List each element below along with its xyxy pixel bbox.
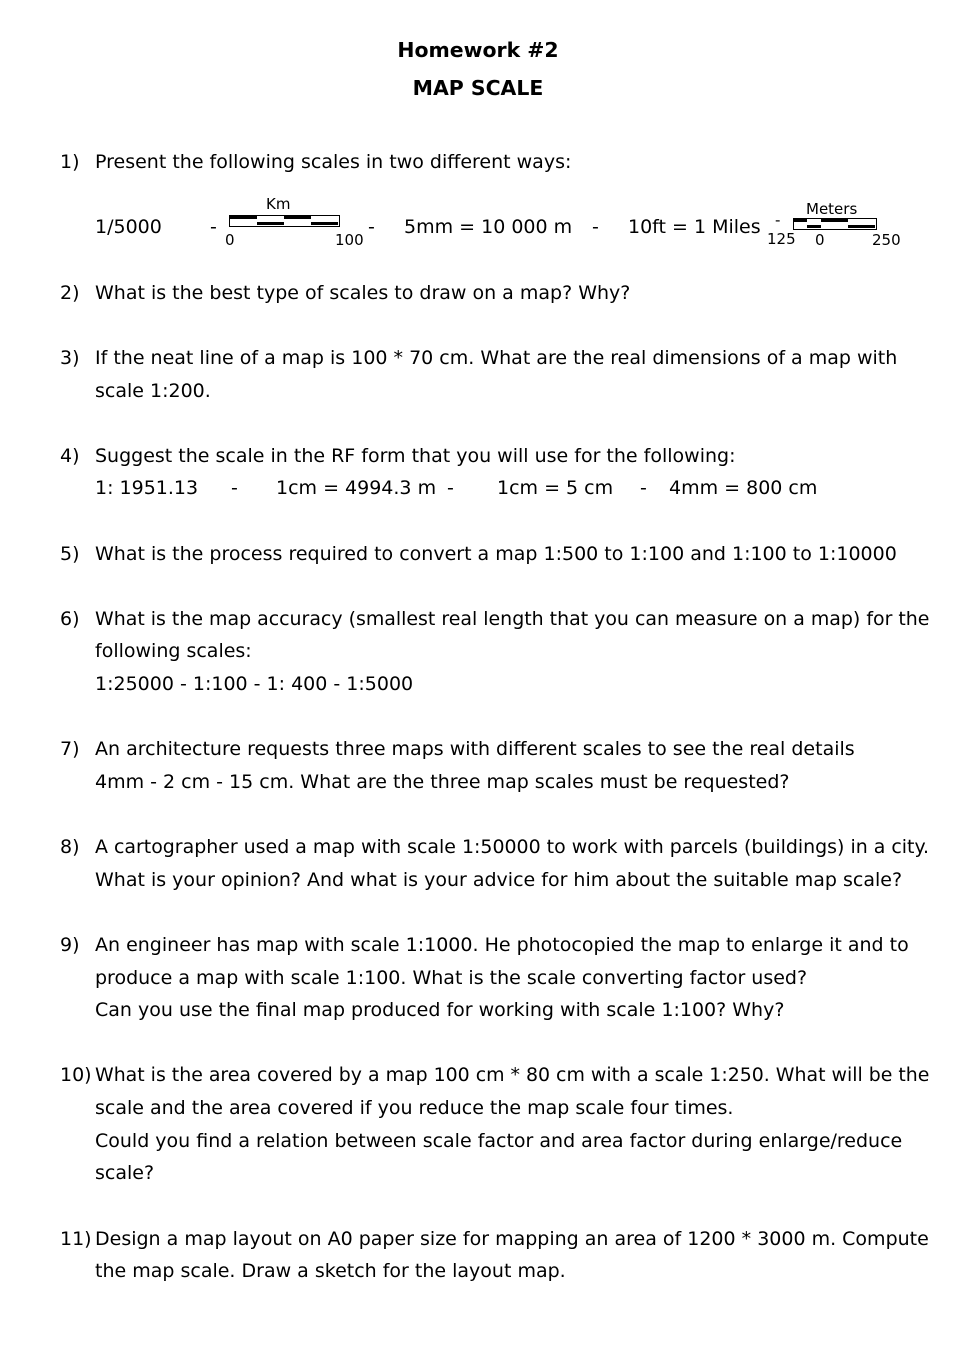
question-text: What is the best type of scales to draw on a map? Why? (95, 282, 631, 304)
scale-bar-segment (821, 219, 848, 222)
separator-dash: - (210, 216, 217, 238)
separator-dash: - (775, 211, 781, 229)
q4-item: 1cm = 4994.3 m (276, 477, 437, 499)
question-number: 4) (60, 445, 80, 467)
question-text: the map scale. Draw a sketch for the layout map. (95, 1260, 566, 1282)
scale-bar-segment (807, 225, 821, 228)
meters-unit-label: Meters (806, 200, 858, 218)
question-text: Suggest the scale in the RF form that you will use for the following: (95, 445, 736, 467)
question-text: 4mm - 2 cm - 15 cm. What are the three map scales must be requested? (95, 771, 790, 793)
separator-dash: - (592, 216, 599, 238)
question-text: scale 1:200. (95, 380, 211, 402)
question-text: What is your opinion? And what is your advice for him about the suitable map scale? (95, 869, 903, 891)
question-number: 7) (60, 738, 80, 760)
question-number: 11) (60, 1228, 92, 1250)
separator-dash: - (368, 216, 375, 238)
separator-dash: - (640, 477, 647, 499)
q4-item: 1: 1951.13 (95, 477, 199, 499)
separator-dash: - (231, 477, 238, 499)
km-unit-label: Km (266, 195, 291, 213)
rf-scale: 1/5000 (95, 216, 162, 238)
question-number: 8) (60, 836, 80, 858)
question-text: Design a map layout on A0 paper size for mapping an area of 1200 * 3000 m. Compute (95, 1228, 929, 1250)
question-number: 3) (60, 347, 80, 369)
page-title: Homework #2 (397, 38, 559, 62)
question-number: 10) (60, 1064, 92, 1086)
question-text: If the neat line of a map is 100 * 70 cm. What are the real dimensions of a map with (95, 347, 898, 369)
question-text: An architecture requests three maps with different scales to see the real details (95, 738, 855, 760)
question-text: An engineer has map with scale 1:1000. He photocopied the map to enlarge it and to (95, 934, 909, 956)
question-text: produce a map with scale 1:100. What is the scale converting factor used? (95, 967, 808, 989)
question-number: 6) (60, 608, 80, 630)
scale-bar-segment (794, 219, 807, 222)
scale-bar-segment (257, 222, 284, 225)
page-subtitle: MAP SCALE (412, 76, 544, 100)
question-text: 1:25000 - 1:100 - 1: 400 - 1:5000 (95, 673, 414, 695)
scale-bar-frame (793, 218, 877, 230)
question-number: 2) (60, 282, 80, 304)
question-text: Could you find a relation between scale factor and area factor during enlarge/reduce (95, 1130, 903, 1152)
meters-zero-label: 0 (815, 231, 825, 249)
question-text: following scales: (95, 640, 252, 662)
question-text: What is the process required to convert a map 1:500 to 1:100 and 1:100 to 1:10000 (95, 543, 897, 565)
q4-item: 1cm = 5 cm (497, 477, 614, 499)
scale-bar-segment (230, 216, 257, 219)
question-number: 1) (60, 151, 80, 173)
meters-left-label: 125 (767, 230, 796, 248)
question-number: 5) (60, 543, 80, 565)
question-text: A cartographer used a map with scale 1:50000 to work with parcels (buildings) in a city. (95, 836, 929, 858)
ft-miles-scale: 10ft = 1 Miles (628, 216, 761, 238)
verbal-scale: 5mm = 10 000 m (404, 216, 573, 238)
question-number: 9) (60, 934, 80, 956)
q4-item: 4mm = 800 cm (669, 477, 818, 499)
question-text: What is the area covered by a map 100 cm * 80 cm with a scale 1:250. What will be the (95, 1064, 930, 1086)
km-start-label: 0 (225, 231, 235, 249)
question-text: Present the following scales in two different ways: (95, 151, 572, 173)
meters-right-label: 250 (872, 231, 901, 249)
scale-bar-segment (284, 216, 311, 219)
scale-bar-segment (848, 225, 875, 228)
question-text: scale and the area covered if you reduce the map scale four times. (95, 1097, 734, 1119)
separator-dash: - (447, 477, 454, 499)
question-text: What is the map accuracy (smallest real length that you can measure on a map) for the (95, 608, 930, 630)
scale-bar-segment (311, 222, 338, 225)
scale-bar-frame (229, 215, 340, 227)
question-text: Can you use the final map produced for working with scale 1:100? Why? (95, 999, 785, 1021)
km-end-label: 100 (335, 231, 364, 249)
question-text: scale? (95, 1162, 155, 1184)
